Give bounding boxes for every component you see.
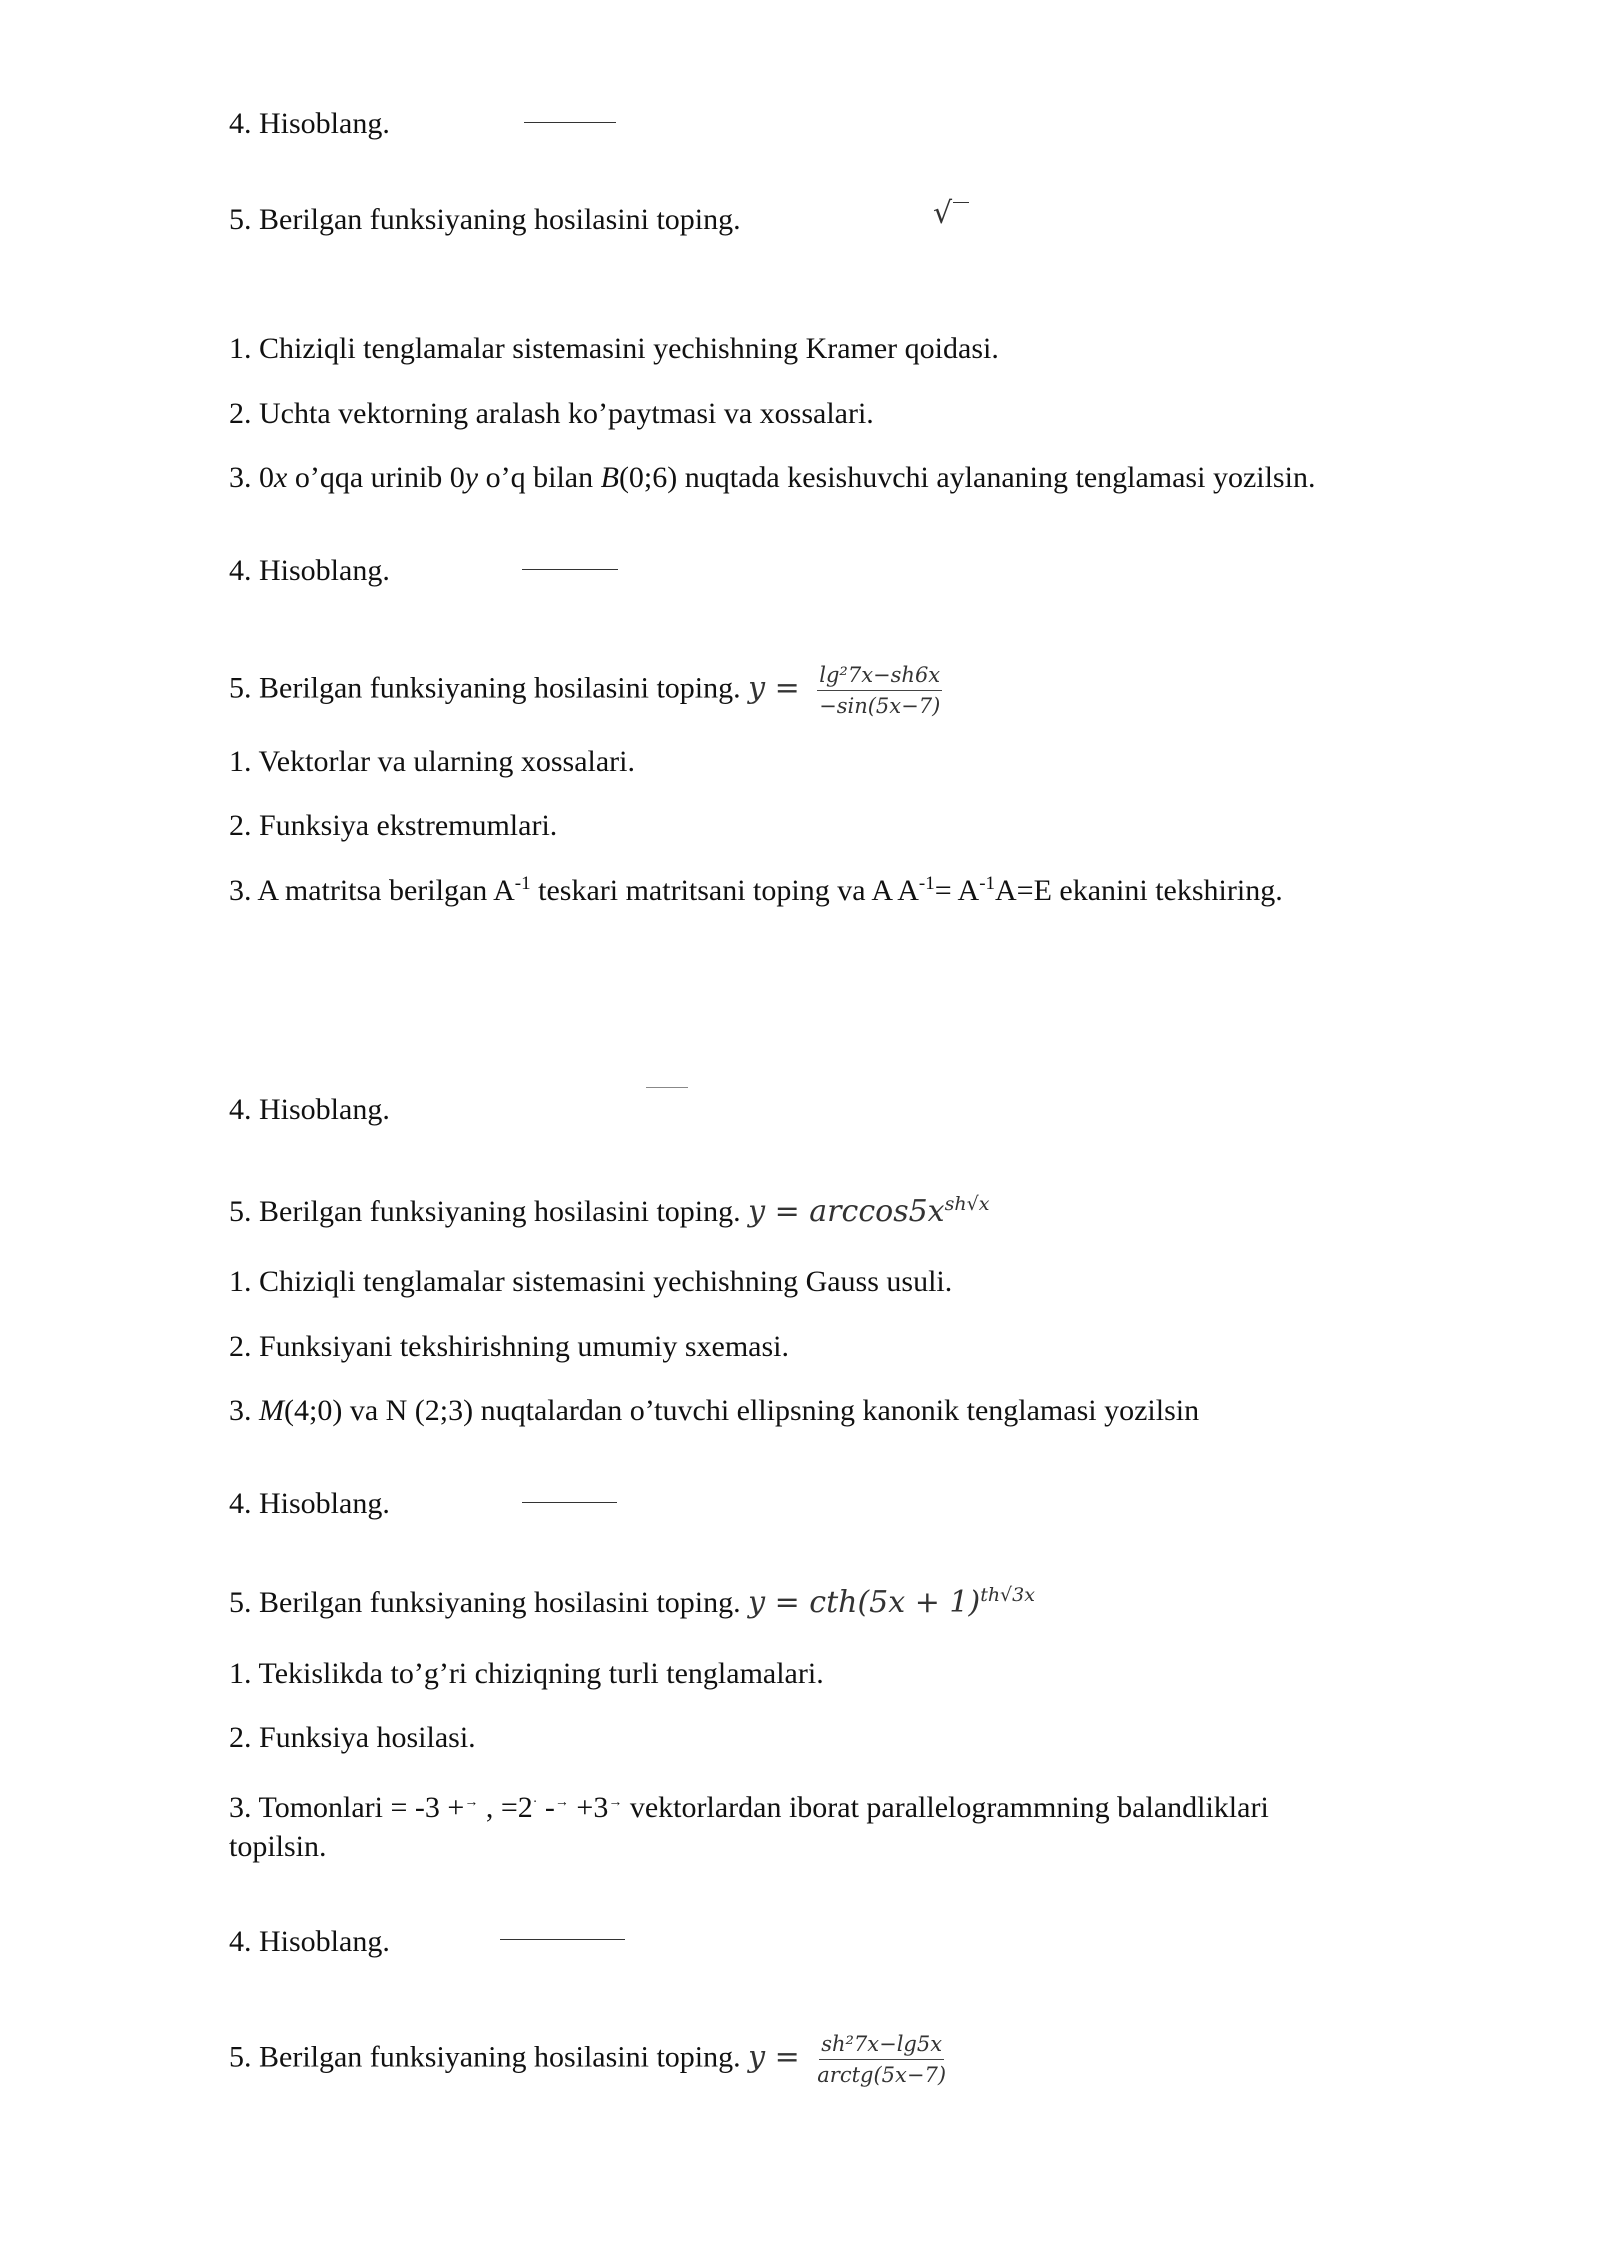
- set2-item4: 4. Hisoblang.: [229, 554, 390, 587]
- text: , =2: [478, 1791, 533, 1824]
- formula-lhs: y =: [748, 670, 800, 706]
- set3-item4: 4. Hisoblang.: [229, 1093, 390, 1126]
- fraction-bar: [522, 1502, 617, 1503]
- set5-item2: 2. Funksiya hosilasi.: [229, 1721, 476, 1754]
- set3-item2: 2. Funksiya ekstremumlari.: [229, 809, 558, 842]
- text: o’q bilan: [478, 461, 601, 494]
- item-text: 5. Berilgan funksiyaning hosilasini toping.: [229, 1586, 741, 1619]
- formula-main: y = cth(5x + 1): [748, 1585, 981, 1620]
- sqrt-bar: [953, 202, 969, 203]
- set3-item3: [229, 873, 1283, 909]
- text: vektorlardan iborat parallelogrammning balandliklari: [622, 1791, 1269, 1824]
- var-x: x: [274, 461, 288, 494]
- set4-item3: [229, 1393, 1199, 1429]
- superscript: -1: [918, 873, 935, 894]
- text: 3. A matritsa berilgan A: [229, 874, 515, 907]
- set2-item2: 2. Uchta vektorning aralash ko’paytmasi va xossalari.: [229, 397, 874, 430]
- formula-main: y = arccos5x: [748, 1194, 945, 1229]
- set2-item5: [229, 662, 942, 719]
- set3-item5: [229, 1194, 989, 1230]
- item-text: 5. Berilgan funksiyaning hosilasini toping.: [229, 671, 741, 705]
- text: -: [537, 1791, 555, 1824]
- set2-item3: [229, 460, 1315, 496]
- set4-item5: [229, 1585, 1035, 1621]
- text: = A: [934, 874, 980, 907]
- formula-exponent: sh√x: [944, 1193, 990, 1215]
- text: 3. Tomonlari = -3 +: [229, 1791, 465, 1824]
- set3-item1: 1. Vektorlar va ularning xossalari.: [229, 745, 636, 778]
- text: 3. 0: [229, 461, 274, 494]
- formula-numerator: lg²7x−sh6x: [817, 662, 942, 691]
- item-text: 5. Berilgan funksiyaning hosilasini toping.: [229, 2040, 741, 2074]
- formula-exponent: th√3x: [980, 1584, 1035, 1606]
- text: +3: [568, 1791, 609, 1824]
- vector-arrow-icon: →: [608, 1795, 623, 1810]
- vector-arrow-icon: →: [464, 1795, 479, 1810]
- text: (4;0) va N (2;3) nuqtalardan o’tuvchi ellipsning kanonik tenglamasi yozilsin: [284, 1394, 1200, 1427]
- formula-numerator: sh²7x−lg5x: [819, 2031, 944, 2060]
- text: A=E ekanini tekshiring.: [995, 874, 1283, 907]
- formula-fraction: [817, 2031, 946, 2088]
- formula-fraction: [817, 662, 942, 719]
- sqrt-icon: √: [933, 196, 953, 231]
- text: teskari matritsani toping va A A: [530, 874, 919, 907]
- point-b: B: [600, 461, 619, 494]
- text: (0;6) nuqtada kesishuvchi aylananing tenglamasi yozilsin.: [618, 461, 1316, 494]
- formula-denominator: −sin(5x−7): [819, 694, 941, 718]
- formula-denominator: arctg(5x−7): [817, 2063, 947, 2087]
- set2-item1: 1. Chiziqli tenglamalar sistemasini yechishning Kramer qoidasi.: [229, 332, 999, 365]
- var-y: y: [464, 461, 479, 494]
- set5-item3-line1: [229, 1785, 1269, 1826]
- formula-lhs: y =: [748, 2039, 800, 2075]
- fraction-bar: [500, 1939, 625, 1940]
- set5-item5: [229, 2031, 946, 2088]
- item-text: 5. Berilgan funksiyaning hosilasini toping.: [229, 1195, 741, 1228]
- superscript: -1: [514, 873, 531, 894]
- set4-item2: 2. Funksiyani tekshirishning umumiy sxemasi.: [229, 1330, 789, 1363]
- set4-item4: 4. Hisoblang.: [229, 1487, 390, 1520]
- text: o’qqa urinib 0: [287, 461, 465, 494]
- set5-item1: 1. Tekislikda to’g’ri chiziqning turli tenglamalari.: [229, 1657, 824, 1690]
- set5-item4: 4. Hisoblang.: [229, 1925, 390, 1958]
- point-m: M: [259, 1394, 284, 1427]
- fraction-bar: [522, 569, 618, 570]
- vector-dot-icon: ·: [532, 1795, 538, 1810]
- fraction-bar: [646, 1087, 688, 1088]
- set5-item3-line2: topilsin.: [229, 1830, 327, 1863]
- fraction-bar: [524, 122, 616, 123]
- set1-item5: 5. Berilgan funksiyaning hosilasini toping.: [229, 203, 741, 236]
- set4-item1: 1. Chiziqli tenglamalar sistemasini yechishning Gauss usuli.: [229, 1265, 953, 1298]
- superscript: -1: [979, 873, 996, 894]
- set1-item4: 4. Hisoblang.: [229, 107, 390, 140]
- text: 3.: [229, 1394, 259, 1427]
- vector-arrow-icon: →: [554, 1795, 569, 1810]
